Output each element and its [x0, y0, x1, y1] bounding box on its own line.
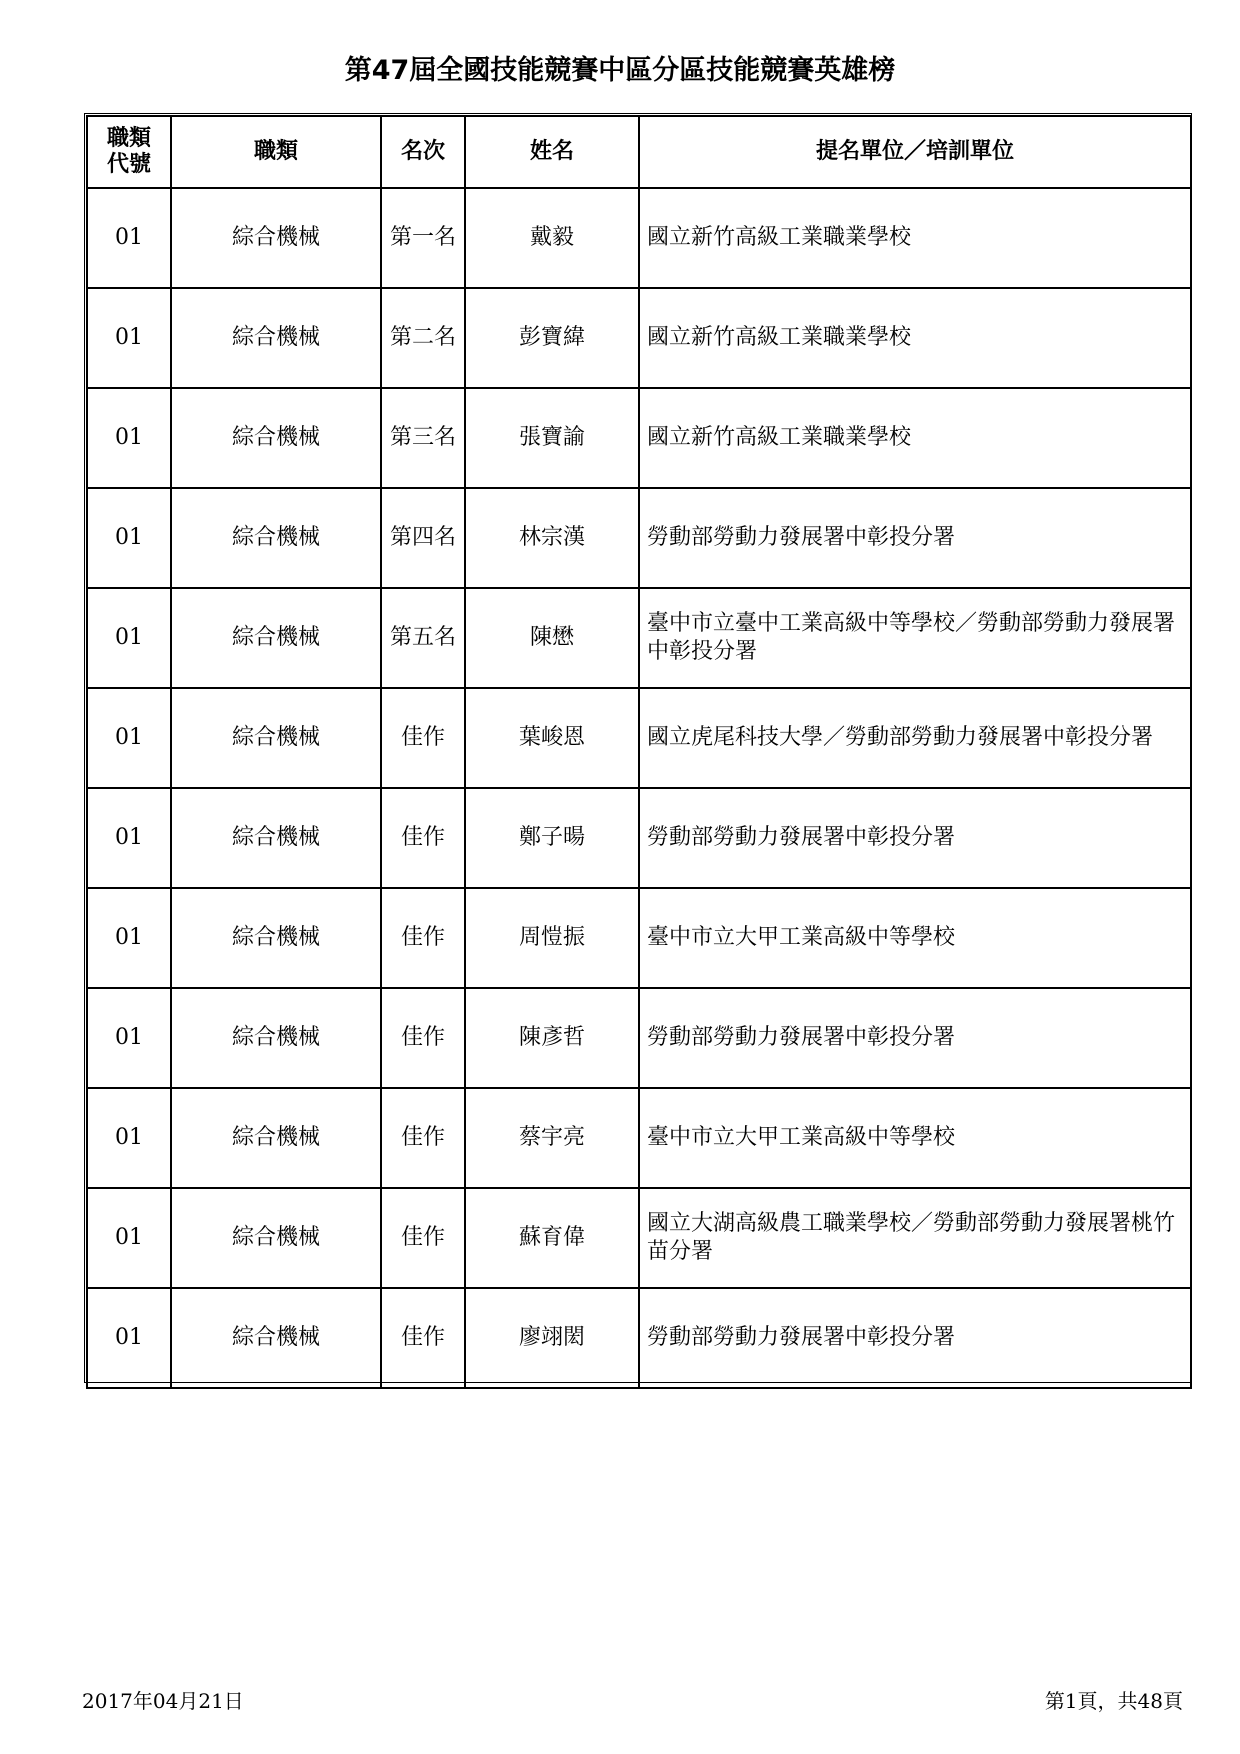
cell-rank: 第二名 — [381, 288, 465, 388]
cell-unit: 國立新竹高級工業職業學校 — [639, 388, 1191, 488]
table-row — [87, 988, 1191, 1088]
cell-unit: 臺中市立大甲工業高級中等學校 — [639, 888, 1191, 988]
cell-unit: 國立新竹高級工業職業學校 — [639, 288, 1191, 388]
cell-unit: 國立新竹高級工業職業學校 — [639, 188, 1191, 288]
cell-rank: 佳作 — [381, 788, 465, 888]
table-row — [87, 1088, 1191, 1188]
table-row — [87, 288, 1191, 388]
cell-unit: 臺中市立臺中工業高級中等學校／勞動部勞動力發展署中彰投分署 — [639, 588, 1191, 688]
table-row — [87, 188, 1191, 288]
table-row — [87, 688, 1191, 788]
cell-unit: 勞動部勞動力發展署中彰投分署 — [639, 988, 1191, 1088]
cell-name: 蔡宇亮 — [465, 1088, 639, 1188]
results-table — [86, 115, 1192, 1389]
cell-rank: 第三名 — [381, 388, 465, 488]
cell-category: 綜合機械 — [171, 288, 381, 388]
cell-category: 綜合機械 — [171, 1088, 381, 1188]
cell-name: 陳彥哲 — [465, 988, 639, 1088]
cell-rank: 第一名 — [381, 188, 465, 288]
cell-name: 葉峻恩 — [465, 688, 639, 788]
table-row — [87, 1288, 1191, 1388]
cell-rank: 佳作 — [381, 1288, 465, 1388]
footer-page-number: 第1頁，共48頁 — [1044, 1689, 1183, 1713]
table-row — [87, 1188, 1191, 1288]
cell-rank: 佳作 — [381, 888, 465, 988]
cell-rank: 佳作 — [381, 988, 465, 1088]
cell-code: 01 — [87, 188, 171, 288]
cell-category: 綜合機械 — [171, 588, 381, 688]
cell-category: 綜合機械 — [171, 688, 381, 788]
cell-name: 林宗漢 — [465, 488, 639, 588]
cell-name: 廖翊閎 — [465, 1288, 639, 1388]
cell-code: 01 — [87, 988, 171, 1088]
cell-unit: 國立虎尾科技大學／勞動部勞動力發展署中彰投分署 — [639, 688, 1191, 788]
header-rank: 名次 — [381, 116, 465, 188]
footer-date: 2017年04月21日 — [82, 1689, 244, 1713]
cell-code: 01 — [87, 488, 171, 588]
cell-code: 01 — [87, 288, 171, 388]
cell-category: 綜合機械 — [171, 1288, 381, 1388]
cell-name: 蘇育偉 — [465, 1188, 639, 1288]
cell-code: 01 — [87, 1088, 171, 1188]
table-row — [87, 788, 1191, 888]
table-header-row — [87, 116, 1191, 188]
cell-code: 01 — [87, 388, 171, 488]
cell-category: 綜合機械 — [171, 888, 381, 988]
cell-name: 彭寶緯 — [465, 288, 639, 388]
cell-unit: 勞動部勞動力發展署中彰投分署 — [639, 488, 1191, 588]
header-code: 職類代號 — [87, 116, 171, 188]
table-row — [87, 888, 1191, 988]
header-unit: 提名單位／培訓單位 — [639, 116, 1191, 188]
cell-name: 鄭子暘 — [465, 788, 639, 888]
cell-category: 綜合機械 — [171, 1188, 381, 1288]
cell-code: 01 — [87, 588, 171, 688]
table-row — [87, 588, 1191, 688]
table-row — [87, 388, 1191, 488]
cell-category: 綜合機械 — [171, 388, 381, 488]
cell-unit: 臺中市立大甲工業高級中等學校 — [639, 1088, 1191, 1188]
cell-unit: 國立大湖高級農工職業學校／勞動部勞動力發展署桃竹苗分署 — [639, 1188, 1191, 1288]
cell-category: 綜合機械 — [171, 988, 381, 1088]
cell-name: 周愷振 — [465, 888, 639, 988]
cell-rank: 佳作 — [381, 1088, 465, 1188]
cell-category: 綜合機械 — [171, 188, 381, 288]
cell-name: 戴毅 — [465, 188, 639, 288]
cell-unit: 勞動部勞動力發展署中彰投分署 — [639, 1288, 1191, 1388]
cell-name: 張寶諭 — [465, 388, 639, 488]
cell-category: 綜合機械 — [171, 788, 381, 888]
cell-rank: 佳作 — [381, 688, 465, 788]
header-category: 職類 — [171, 116, 381, 188]
cell-unit: 勞動部勞動力發展署中彰投分署 — [639, 788, 1191, 888]
page-title: 第47屆全國技能競賽中區分區技能競賽英雄榜 — [344, 55, 896, 86]
cell-code: 01 — [87, 788, 171, 888]
cell-rank: 第四名 — [381, 488, 465, 588]
cell-code: 01 — [87, 688, 171, 788]
table-row — [87, 488, 1191, 588]
cell-code: 01 — [87, 888, 171, 988]
cell-rank: 佳作 — [381, 1188, 465, 1288]
cell-category: 綜合機械 — [171, 488, 381, 588]
cell-code: 01 — [87, 1188, 171, 1288]
cell-code: 01 — [87, 1288, 171, 1388]
header-name: 姓名 — [465, 116, 639, 188]
cell-rank: 第五名 — [381, 588, 465, 688]
cell-name: 陳懋 — [465, 588, 639, 688]
